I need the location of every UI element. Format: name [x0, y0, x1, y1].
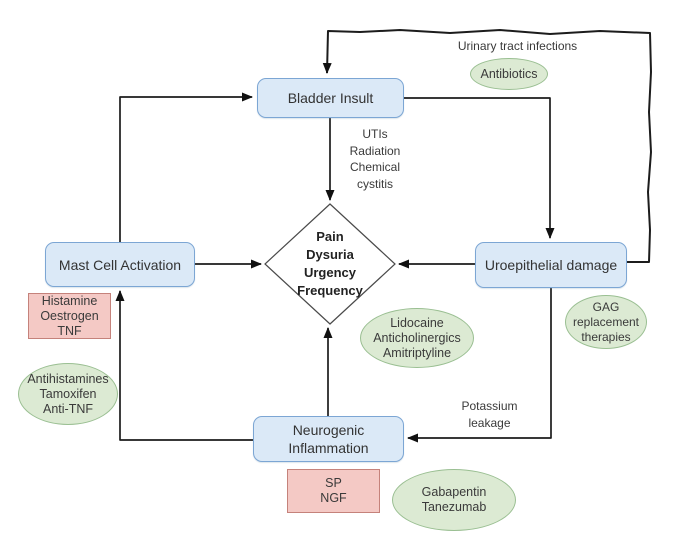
node-uroepithelial-damage-label: Uroepithelial damage [484, 257, 618, 273]
symptom-pain: Pain [316, 229, 344, 244]
treatment-anti-tnf: Anti-TNF [43, 401, 93, 416]
symptom-frequency: Frequency [297, 283, 363, 298]
treatment-gag-line3: therapies [581, 329, 631, 344]
mediator-box-neurogenic [287, 469, 380, 513]
node-bladder-insult-label: Bladder Insult [287, 90, 374, 106]
treatment-amitriptyline: Amitriptyline [382, 345, 452, 360]
symptoms-diamond-label [276, 228, 384, 300]
arrow-mast-to-bladder [120, 97, 252, 242]
treatment-tanezumab: Tanezumab [421, 500, 487, 514]
node-neurogenic-line1: Neurogenic [292, 422, 365, 438]
treatment-lidocaine: Lidocaine [390, 315, 444, 330]
treatment-gag-replacement [565, 295, 647, 349]
node-mast-cell-activation [45, 242, 195, 287]
node-bladder-insult [257, 78, 404, 118]
mediator-sp: SP [325, 476, 342, 490]
mediator-tnf: TNF [57, 323, 82, 338]
treatment-neurogenic [392, 469, 516, 531]
node-uroepithelial-damage [475, 242, 627, 288]
potassium-line1: Potassium [461, 399, 518, 413]
edge-label-potassium-leakage [442, 398, 537, 431]
treatment-gag-line2: replacement [572, 314, 640, 329]
mediator-box-mast-cell [28, 293, 111, 339]
cause-chemical: Chemical [349, 160, 400, 174]
node-neurogenic-inflammation [253, 416, 404, 462]
treatment-symptomatic [360, 308, 474, 368]
cause-cystitis: cystitis [357, 176, 393, 191]
treatment-mast-cell [18, 363, 118, 425]
treatment-tamoxifen: Tamoxifen [39, 386, 97, 401]
cause-utis: UTIs [362, 127, 388, 141]
node-neurogenic-line2: Inflammation [288, 440, 369, 456]
treatment-antibiotics-label: Antibiotics [480, 66, 538, 81]
edge-label-urinary-tract-infections: Urinary tract infections [457, 39, 578, 53]
edge-label-insult-causes [333, 126, 417, 192]
symptom-dysuria: Dysuria [306, 247, 354, 262]
treatment-gag-line1: GAG [592, 299, 620, 314]
treatment-antibiotics [470, 58, 548, 90]
arrow-bladder-to-uro [404, 98, 550, 238]
mediator-ngf: NGF [320, 491, 347, 505]
arrow-neuro-to-mast [120, 291, 253, 440]
treatment-anticholinergics: Anticholinergics [373, 330, 461, 345]
potassium-line2: leakage [468, 415, 511, 430]
mediator-histamine: Histamine [41, 293, 98, 308]
mediator-oestrogen: Oestrogen [40, 308, 99, 323]
treatment-antihistamines: Antihistamines [27, 371, 109, 386]
treatment-gabapentin: Gabapentin [421, 485, 487, 499]
cause-radiation: Radiation [349, 143, 401, 158]
symptom-urgency: Urgency [303, 265, 357, 280]
node-mast-cell-activation-label: Mast Cell Activation [58, 256, 182, 273]
